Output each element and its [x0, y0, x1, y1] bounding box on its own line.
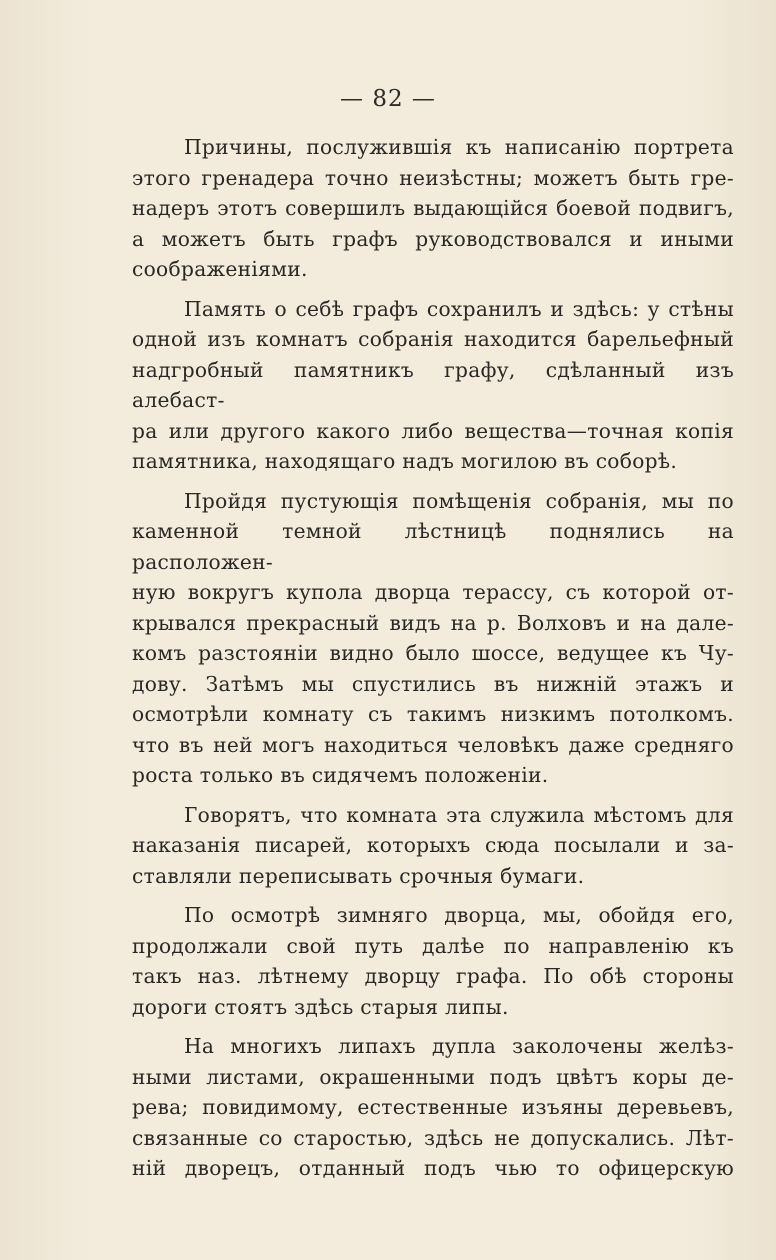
text-line: продолжали свой путь далѣе по направленію къ: [132, 933, 734, 958]
text-line: крывался прекрасный видъ на р. Волховъ и на дале-: [132, 610, 734, 635]
text-line: роста только въ сидячемъ положеніи.: [132, 763, 549, 787]
text-line: ставляли переписывать срочныя бумаги.: [132, 863, 585, 888]
text-line: такъ наз. лѣтнему дворцу графа. По обѣ стороны: [132, 964, 734, 988]
text-line: дову. Затѣмъ мы спустились въ нижній этажъ и: [132, 671, 734, 696]
paragraph-5: [132, 900, 734, 1022]
text-line: надгробный памятникъ графу, сдѣланный изъ алебаст-: [132, 357, 734, 412]
page-number: — 82 —: [340, 86, 436, 112]
text-line: ными листами, окрашенными подъ цвѣтъ коры де-: [132, 1064, 734, 1089]
text-line: что въ ней могъ находиться человѣкъ даже средняго: [132, 732, 734, 757]
text-line: комъ разстояніи видно было шоссе, ведущее къ Чу-: [132, 641, 734, 665]
text-line: По осмотрѣ зимняго дворца, мы, обойдя его,: [184, 903, 734, 927]
paragraph-2: [132, 294, 734, 477]
text-line: рева; повидимому, естественные изъяны деревьевъ,: [132, 1095, 734, 1119]
text-line: памятника, находящаго надъ могилою въ соборѣ.: [132, 449, 678, 473]
text-line: соображеніями.: [132, 257, 308, 281]
text-line: дороги стоятъ здѣсь старыя липы.: [132, 994, 509, 1019]
text-line: ную вокругъ купола дворца терассу, съ которой от-: [132, 580, 734, 604]
paragraph-6: [132, 1031, 734, 1184]
text-line: Пройдя пустующія помѣщенія собранія, мы по: [184, 488, 734, 513]
text-line: Говорятъ, что комната эта служила мѣстомъ для: [184, 802, 734, 827]
text-line: наказанія писарей, которыхъ сюда посылали и за-: [132, 833, 734, 857]
text-line: а можетъ быть графъ руководствовался и иными: [132, 226, 734, 251]
text-line: ра или другого какого либо вещества—точная копія: [132, 418, 734, 443]
paragraph-1: [132, 132, 734, 285]
text-line: ній дворецъ, отданный подъ чью то офицерскую: [132, 1156, 734, 1180]
text-line: Причины, послужившія къ написанію портрета: [184, 135, 734, 159]
paragraph-3: [132, 486, 734, 791]
text-line: осмотрѣли комнату съ такимъ низкимъ потолкомъ.: [132, 702, 734, 726]
body-text: [132, 132, 734, 1193]
text-line: этого гренадера точно неизѣстны; можетъ быть гре-: [132, 165, 734, 190]
text-line: Память о себѣ графъ сохранилъ и здѣсь: у стѣны: [184, 296, 734, 321]
paragraph-4: [132, 800, 734, 892]
text-line: связанные со старостью, здѣсь не допускались. Лѣт-: [132, 1125, 734, 1150]
text-line: надеръ этотъ совершилъ выдающійся боевой подвигъ,: [132, 196, 734, 220]
text-line: одной изъ комнатъ собранія находится барельефный: [132, 327, 734, 351]
text-line: каменной темной лѣстницѣ поднялись на расположен-: [132, 519, 734, 574]
text-line: На многихъ липахъ дупла заколочены желѣз-: [184, 1034, 734, 1058]
